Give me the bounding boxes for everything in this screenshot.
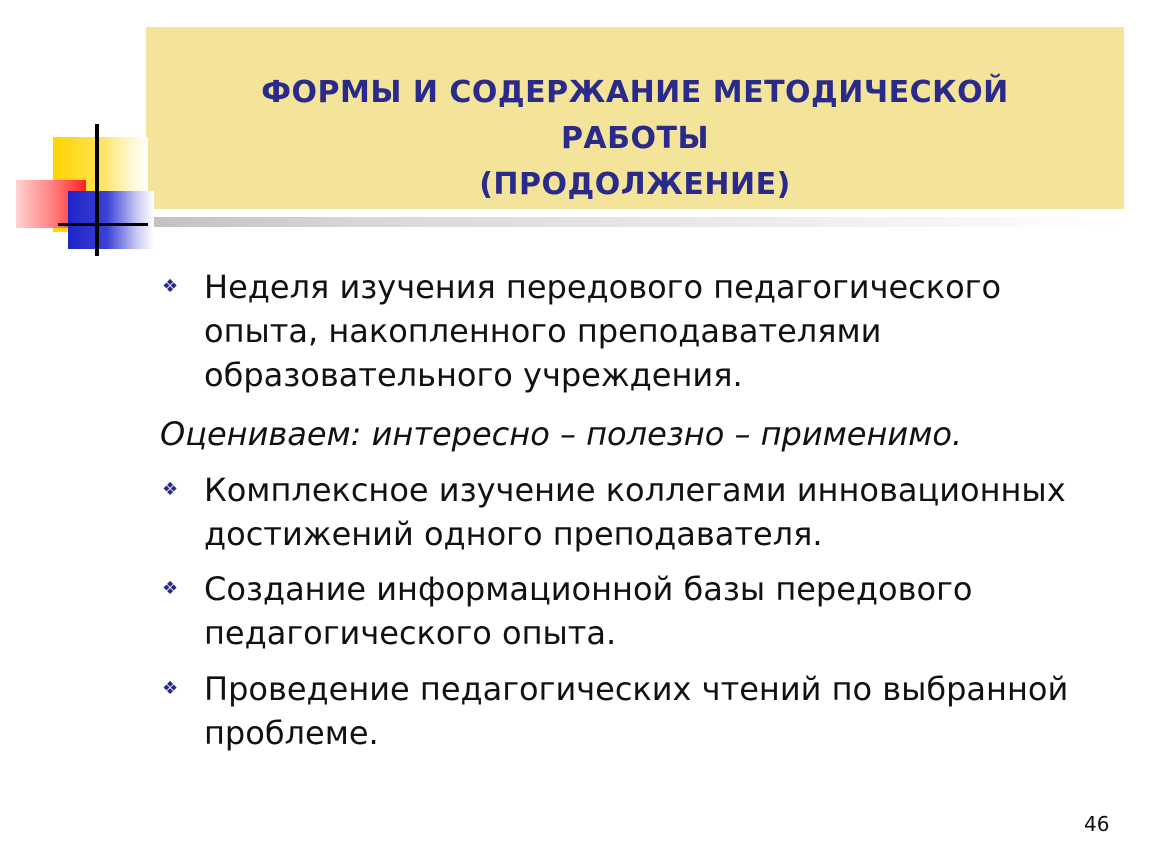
bullet-text: Комплексное изучение коллегами инновационных достижений одного преподавателя.: [204, 471, 1066, 553]
bullet-diamond-icon: ❖: [162, 276, 179, 297]
slide-title: [146, 70, 1124, 208]
bullet-text: Создание информационной базы передового педагогического опыта.: [204, 570, 973, 652]
bullet-item: [162, 265, 1124, 397]
decor-vertical-line: [95, 124, 99, 256]
title-line-3: (ПРОДОЛЖЕНИЕ): [479, 167, 791, 202]
bullet-diamond-icon: ❖: [162, 678, 179, 699]
bullet-text: Неделя изучения передового педагогического опыта, накопленного преподавателями образовательного учреждения.: [204, 268, 1002, 394]
page-number: 46: [1084, 812, 1110, 836]
bullet-diamond-icon: ❖: [162, 578, 179, 599]
bullet-item: [162, 667, 1124, 755]
evaluation-line: Оцениваем: интересно – полезно – применимо.: [160, 415, 963, 453]
bullet-item: [162, 468, 1124, 556]
decor-blue-square: [68, 191, 154, 249]
bullet-item: [162, 567, 1124, 655]
bullet-text: Проведение педагогических чтений по выбранной проблеме.: [204, 670, 1069, 752]
decor-horizontal-line: [58, 223, 148, 226]
title-line-2: РАБОТЫ: [560, 121, 710, 156]
title-underline-bar: [56, 217, 1125, 227]
bullet-diamond-icon: ❖: [162, 479, 179, 500]
title-line-1: ФОРМЫ И СОДЕРЖАНИЕ МЕТОДИЧЕСКОЙ: [261, 75, 1009, 110]
